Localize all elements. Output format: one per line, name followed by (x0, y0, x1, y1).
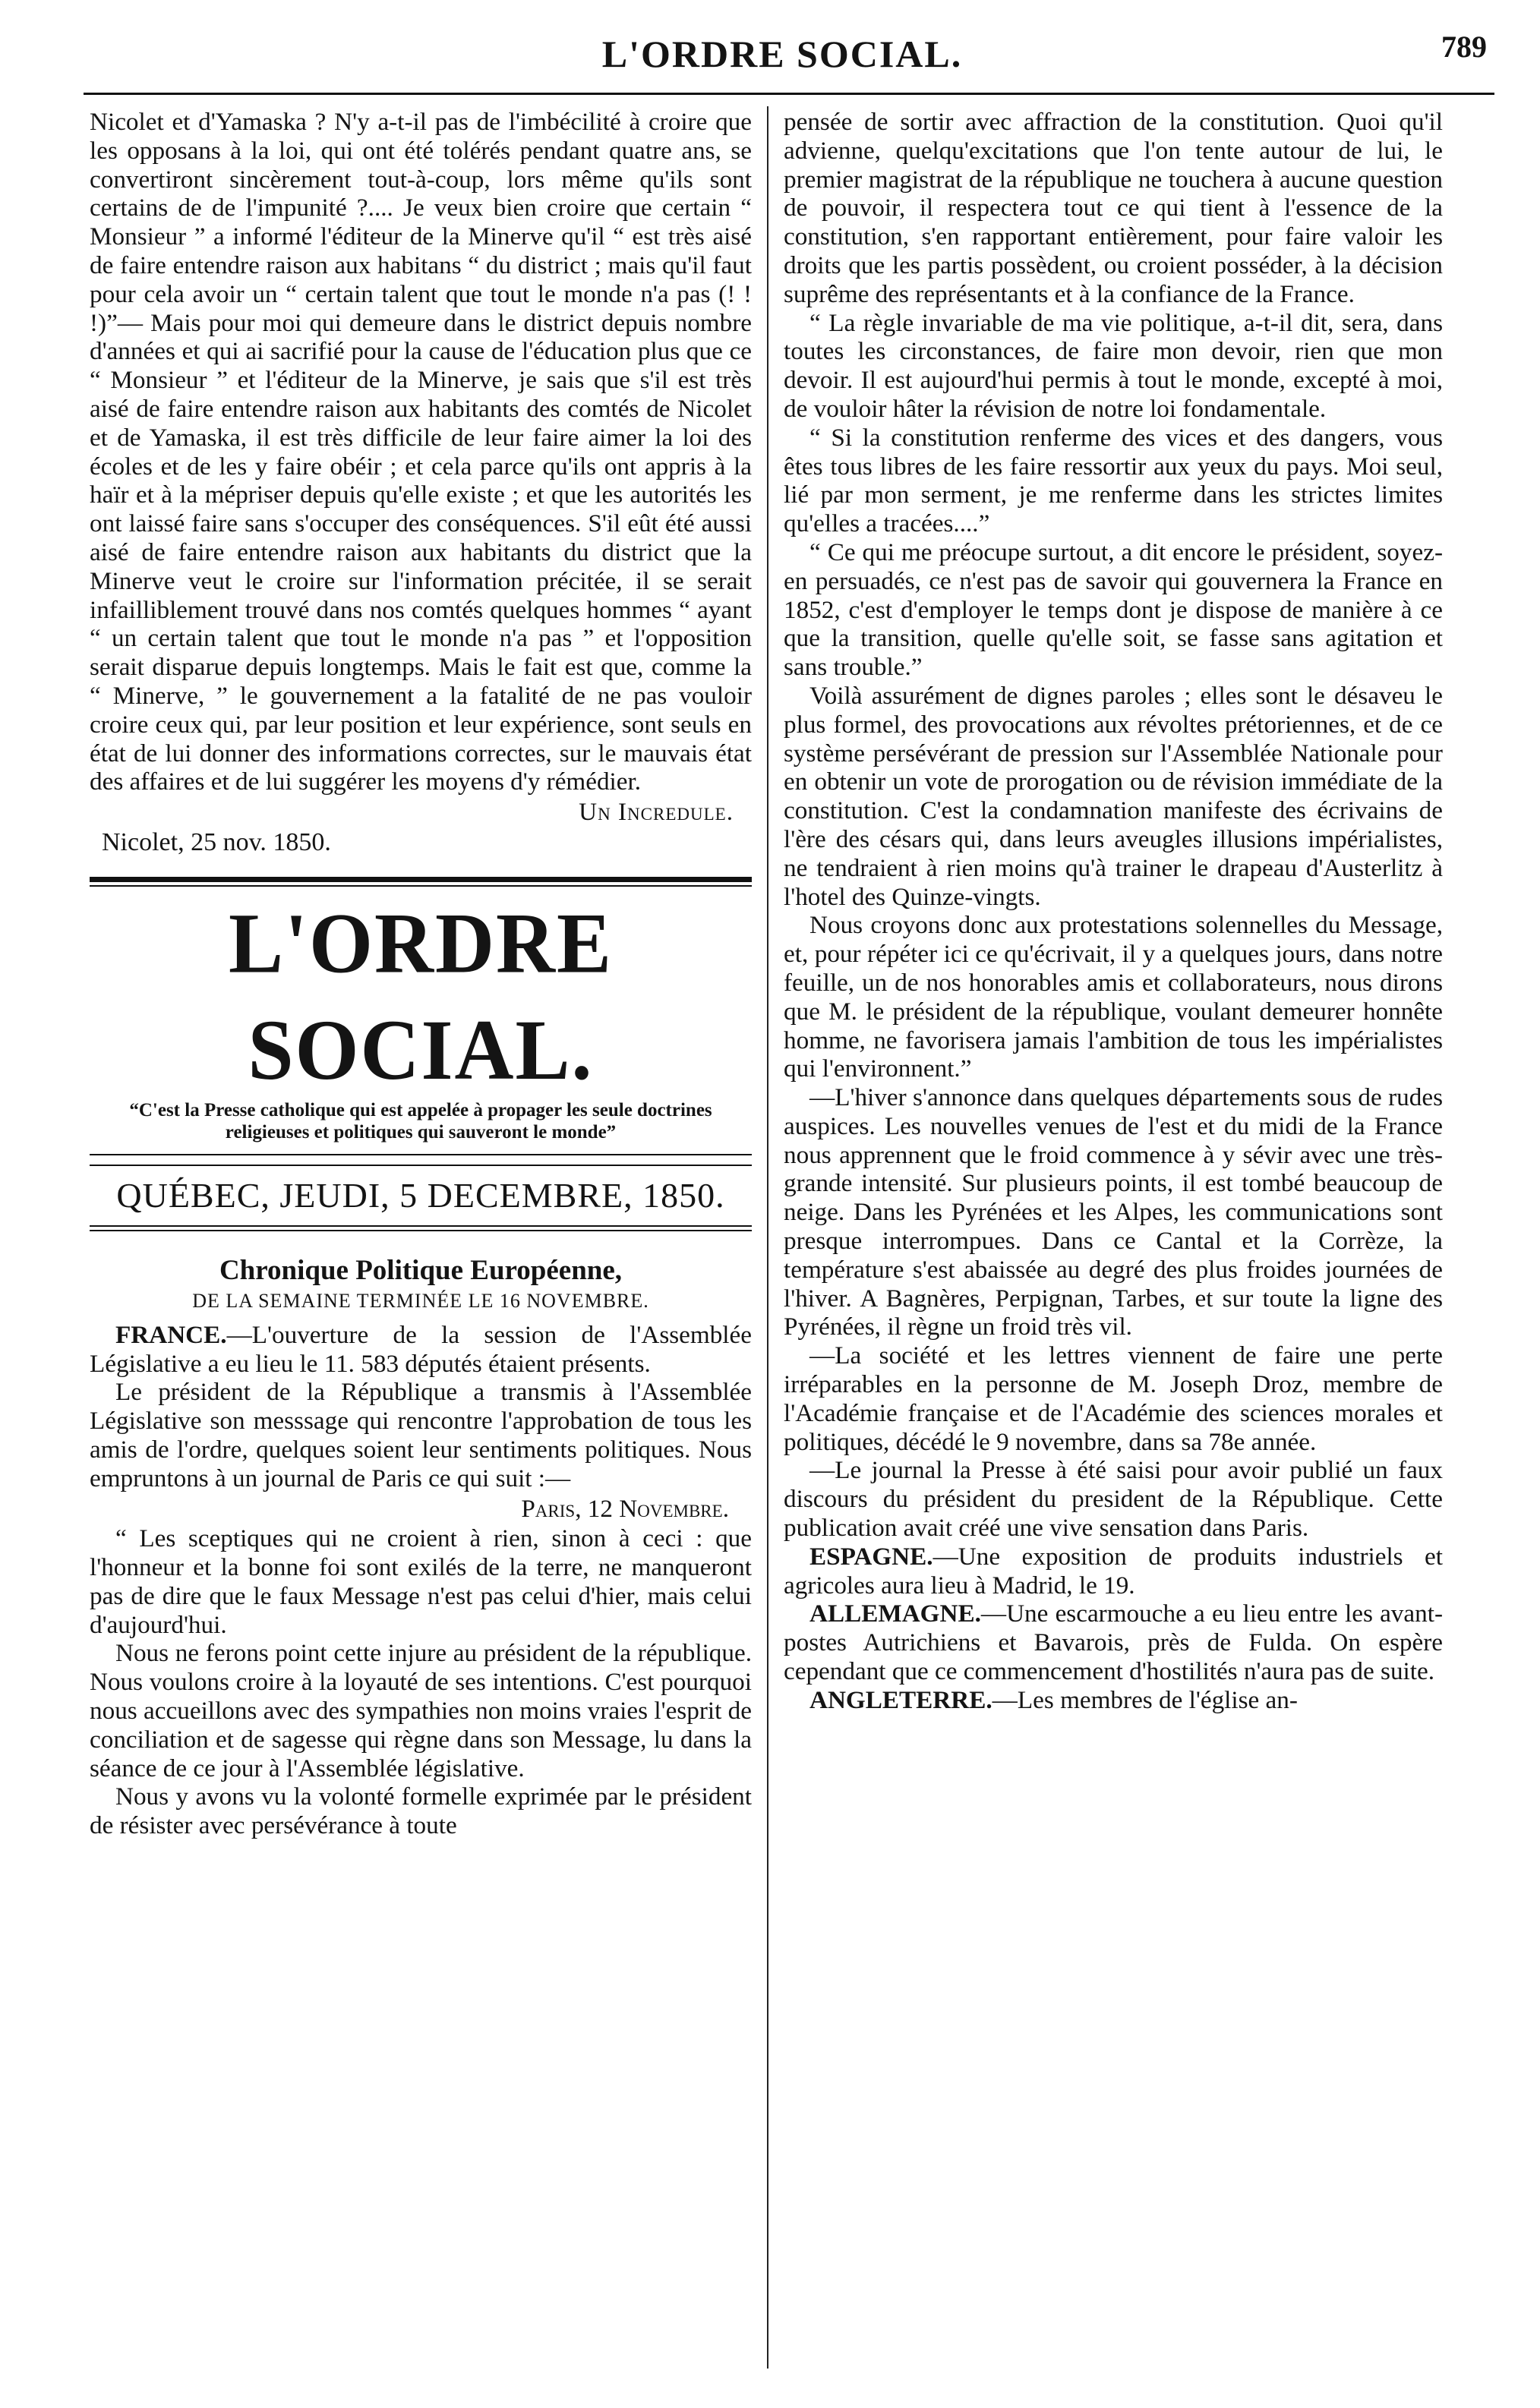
section-subheading: DE LA SEMAINE TERMINÉE LE 16 NOVEMBRE. (192, 1289, 649, 1312)
espagne-paragraph (784, 1543, 1443, 1600)
news-paragraph: —L'hiver s'annonce dans quelques départements sous de rudes auspices. Les nouvelles venues de l'est et du midi de la France nous apprennent que le froid commence à y sévir avec une très-grande intensité. Sur plusieurs points, il est tombé beaucoup de neige. Dans les Pyrénées et les Alpes, les communications sont presque interrompues. Dans ce Cantal et la Corrèze, la température s'est abaissée au degré des plus froides journées de l'hiver. A Bagnères, Perpignan, Tarbes, et sur toute la ligne des Pyrénées, il règne un froid très vil. (784, 1083, 1443, 1341)
running-header (84, 26, 1494, 109)
allemagne-text: —Une escarmouche a eu lieu entre les avant-postes Autrichiens et Bavarois, près de Fulda. On espère cependant que ce commencement d'hostilités n'aura pas de suite. (784, 1600, 1443, 1686)
message-paragraph: “ Ce qui me préocupe surtout, a dit encore le président, soyez-en persuadés, ce n'est pas de savoir qui gouvernera la France en 1852, c'est d'employer le temps dont je dispose de manière à ce que la transition, quelle qu'elle soit, se fasse sans agitation et sans trouble.” (784, 537, 1443, 682)
column-divider (767, 106, 768, 2369)
angleterre-paragraph (784, 1686, 1443, 1715)
country-label-angleterre: ANGLETERRE. (809, 1685, 992, 1714)
commentary-paragraph: Nous croyons donc aux protestations solennelles du Message, et, pour répéter ici ce qu'écrivait, il y a quelques jours, dans notre feuille, un de nos honorables amis et collaborateurs, nous dirons que M. le président de la république, voulant demeurer honnête homme, ne favorisera jamais l'ambition de tous les impérialistes qui l'environnent.” (784, 911, 1443, 1083)
news-paragraph: —Le journal la Presse à été saisi pour avoir publié un faux discours du président du president de la République. Cette publication avait créé une vive sensation dans Paris. (784, 1456, 1443, 1543)
country-label-allemagne: ALLEMAGNE. (809, 1600, 981, 1628)
section-heading: Chronique Politique Européenne, (219, 1254, 623, 1286)
quote-paragraph: Nous ne ferons point cette injure au président de la république. Nous voulons croire à la loyauté de ses intentions. C'est pourquoi nous accueillons avec des sympathies non moins vraies l'esprit de conciliation et de sagesse qui règne dans son Message, lu dans la séance de ce jour à l'Assemblée législative. (90, 1639, 752, 1782)
letter-signature: Un Incredule. (579, 798, 734, 827)
message-paragraph: “ Si la constitution renferme des vices et des dangers, vous êtes tous libres de les faire ressortir aux yeux du pays. Moi seul, lié par mon serment, je me renferme dans les strictes limites qu'elles a tracées....” (784, 423, 1443, 538)
country-label-france: FRANCE. (115, 1320, 227, 1349)
masthead-rule-top (90, 877, 752, 882)
issue-date: QUÉBEC, JEUDI, 5 DECEMBRE, 1850. (116, 1175, 725, 1215)
page-number: 789 (1441, 30, 1487, 64)
left-column (90, 108, 752, 1840)
letter-dateline: Nicolet, 25 nov. 1850. (102, 827, 331, 856)
header-rule (84, 93, 1494, 95)
espagne-text: —Une exposition de produits industriels et agricoles aura lieu à Madrid, le 19. (784, 1542, 1443, 1600)
motto-rule (90, 1154, 752, 1155)
issue-date-box (90, 1165, 752, 1227)
france-text: —L'ouverture de la session de l'Assemblée Législative a eu lieu le 11. 583 députés étaient présents. (90, 1320, 752, 1378)
masthead-title: L'ORDRE SOCIAL. (228, 896, 614, 1098)
dispatch-heading: Paris, 12 Novembre. (521, 1494, 729, 1523)
message-paragraph: pensée de sortir avec affraction de la constitution. Quoi qu'il advienne, quelqu'excitations que l'on tente autour de lui, le premier magistrat de la république ne touchera à aucune question de pouvoir, il respectera tout ce qui tient à l'essence de la constitution, s'en rapportant entièrement, pour faire valoir les droits que les partis possèdent, ou croient posséder, à la décision suprême des représentants et à la confiance de la France. (784, 108, 1443, 308)
message-paragraph: “ La règle invariable de ma vie politique, a-t-il dit, sera, dans toutes les circonstances, de faire mon devoir, rien que mon devoir. Il est aujourd'hui permis à tout le monde, excepté à moi, de vouloir hâter la révision de notre loi fondamentale. (784, 308, 1443, 423)
allemagne-paragraph (784, 1600, 1443, 1685)
issue-date-rule (90, 1230, 752, 1231)
right-column (784, 108, 1443, 1715)
president-paragraph: Le président de la République a transmis à l'Assemblée Législative son messsage qui rencontre l'approbation de tous les amis de l'ordre, quelques soient leur sentiments politiques. Nous empruntons à un journal de Paris ce qui suit :— (90, 1378, 752, 1492)
country-label-espagne: ESPAGNE. (809, 1542, 933, 1571)
letter-paragraph: Nicolet et d'Yamaska ? N'y a-t-il pas de l'imbécilité à croire que les opposans à la loi, qui ont été tolérés pendant quatre ans, se convertiront sincèrement tout-à-coup, lors même qu'ils sont certains de de l'impunité ?.... Je veux bien croire que certain “ Monsieur ” a informé l'éditeur de la Minerve qu'il “ est très aisé de faire entendre raison aux habitans “ du district ; mais qu'il faut pour cela avoir un “ certain talent que tout le monde n'a pas (! ! !)”— Mais pour moi qui demeure dans le district depuis nombre d'années et qui ai sacrifié pour la cause de l'éducation plus que ce “ Monsieur ” et l'éditeur de la Minerve, je sais que s'il est très aisé de faire entendre raison aux habitants des comtés de Nicolet et de Yamaska, il est très difficile de leur faire aimer la loi des écoles et de les y faire obéir ; et cela parce qu'ils ont appris à la haïr et à la mépriser depuis qu'elle existe ; et que les autorités les ont laissé faire sans s'occuper des conséquences. S'il eût été aussi aisé de faire entendre raison aux habitants du district que la Minerve veut le croire sur l'information précitée, il se serait infailliblement trouvé dans nos comtés quelques hommes “ ayant “ un certain talent que tout le monde n'a pas ” et l'opposition serait disparue depuis longtemps. Mais le fait est que, comme la “ Minerve, ” le gouvernement a la fatalité de ne pas vouloir croire ceux qui, par leur position et leur expérience, sont seuls en état de lui donner des informations correctes, sur le mauvais état des affaires et de lui suggérer les moyens d'y rémédier. (90, 108, 752, 796)
france-paragraph (90, 1321, 752, 1379)
quote-paragraph: “ Les sceptiques qui ne croient à rien, sinon à ceci : que l'honneur et la bonne foi sont exilés de la terre, ne manqueront pas de dire que le faux Message n'est pas celui d'hier, mais celui d'aujourd'hui. (90, 1524, 752, 1639)
angleterre-text: —Les membres de l'église an- (992, 1685, 1298, 1714)
news-paragraph: —La société et les lettres viennent de faire une perte irréparables en la personne de M. Joseph Droz, membre de l'Académie française et de l'Académie des sciences morales et politiques, décédé le 9 novembre, dans sa 78e année. (784, 1341, 1443, 1456)
commentary-paragraph: Voilà assurément de dignes paroles ; elles sont le désaveu le plus formel, des provocations aux révoltes prétoriennes, et de ce système persévérant de pression sur l'Assemblée Nationale pour en obtenir un vote de prorogation ou de révision immédiate de la constitution. C'est la condamnation manifeste des écrivains de l'ère des césars qui, dans leurs aveugles illusions impérialistes, ne tendraient à rien moins qu'à trainer le drapeau d'Austerlitz à l'hotel des Quinze-vingts. (784, 681, 1443, 911)
running-title: L'ORDRE SOCIAL. (601, 33, 963, 75)
masthead-motto: “C'est la Presse catholique qui est appelée à propager les seule doctrines religieuses et politiques qui sauveront le monde” (129, 1099, 712, 1143)
quote-paragraph: Nous y avons vu la volonté formelle exprimée par le président de résister avec persévérance à toute (90, 1782, 752, 1840)
masthead-rule-top-thin (90, 885, 752, 887)
